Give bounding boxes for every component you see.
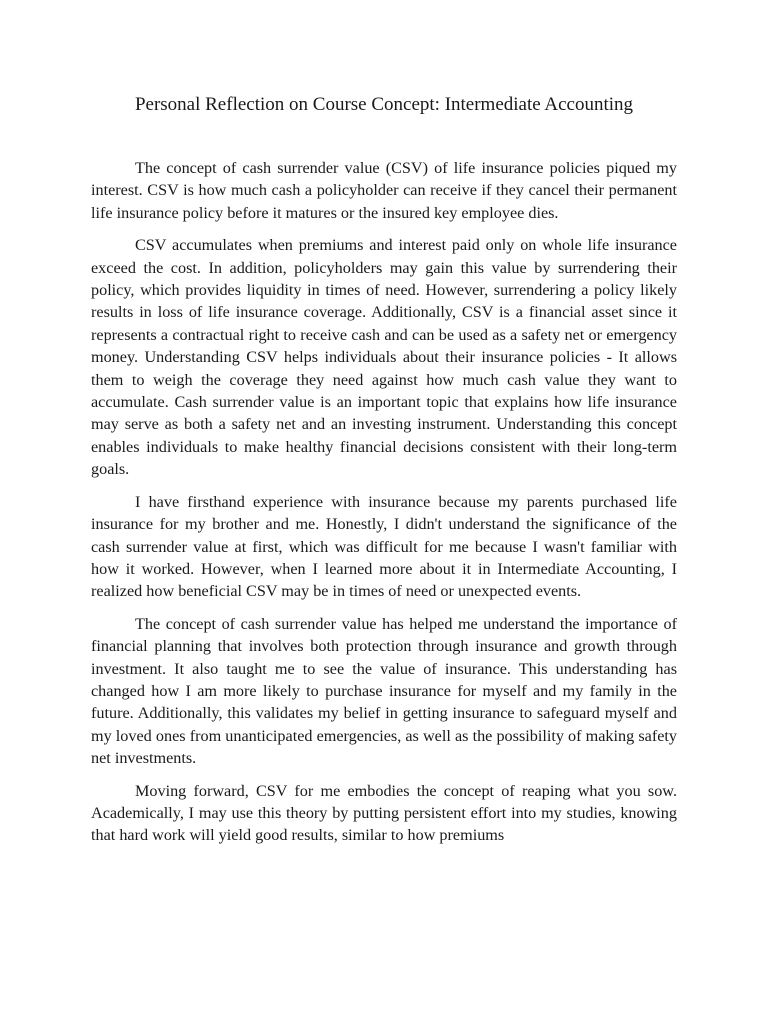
- paragraph-5: Moving forward, CSV for me embodies the concept of reaping what you sow. Academically, I may use this theory by putting persistent effort into my studies, knowing that hard work will yield good results, similar to how premiums: [91, 781, 677, 845]
- paragraph-3: I have firsthand experience with insurance because my parents purchased life insurance for my brother and me. Honestly, I didn't understand the significance of the cash surrender value at first, which was difficult for me because I wasn't familiar with how it worked. However, when I learned more about it in Intermediate Accounting, I realized how beneficial CSV may be in times of need or unexpected events.: [91, 492, 677, 601]
- paragraph-4: The concept of cash surrender value has helped me understand the importance of financial planning that involves both protection through insurance and growth through investment. It also taught me to see the value of insurance. This understanding has changed how I am more likely to purchase insurance for myself and my family in the future. Additionally, this validates my belief in getting insurance to safeguard myself and my loved ones from unanticipated emergencies, as well as the possibility of making safety net investments.: [91, 614, 677, 768]
- document-body: [91, 157, 677, 857]
- paragraph-2: CSV accumulates when premiums and interest paid only on whole life insurance exceed the cost. In addition, policyholders may gain this value by surrendering their policy, which provides liquidity in times of need. However, surrendering a policy likely results in loss of life insurance coverage. Additionally, CSV is a financial asset since it represents a contractual right to receive cash and can be used as a safety net or emergency money. Understanding CSV helps individuals about their insurance policies - It allows them to weigh the coverage they need against how much cash value they want to accumulate. Cash surrender value is an important topic that explains how life insurance may serve as both a safety net and an investing instrument. Understanding this concept enables individuals to make healthy financial decisions consistent with their long-term goals.: [91, 236, 677, 479]
- paragraph-1: The concept of cash surrender value (CSV) of life insurance policies piqued my interest. CSV is how much cash a policyholder can receive if they cancel their permanent life insurance policy before it matures or the insured key employee dies.: [91, 159, 677, 222]
- document-title: Personal Reflection on Course Concept: Intermediate Accounting: [134, 94, 634, 115]
